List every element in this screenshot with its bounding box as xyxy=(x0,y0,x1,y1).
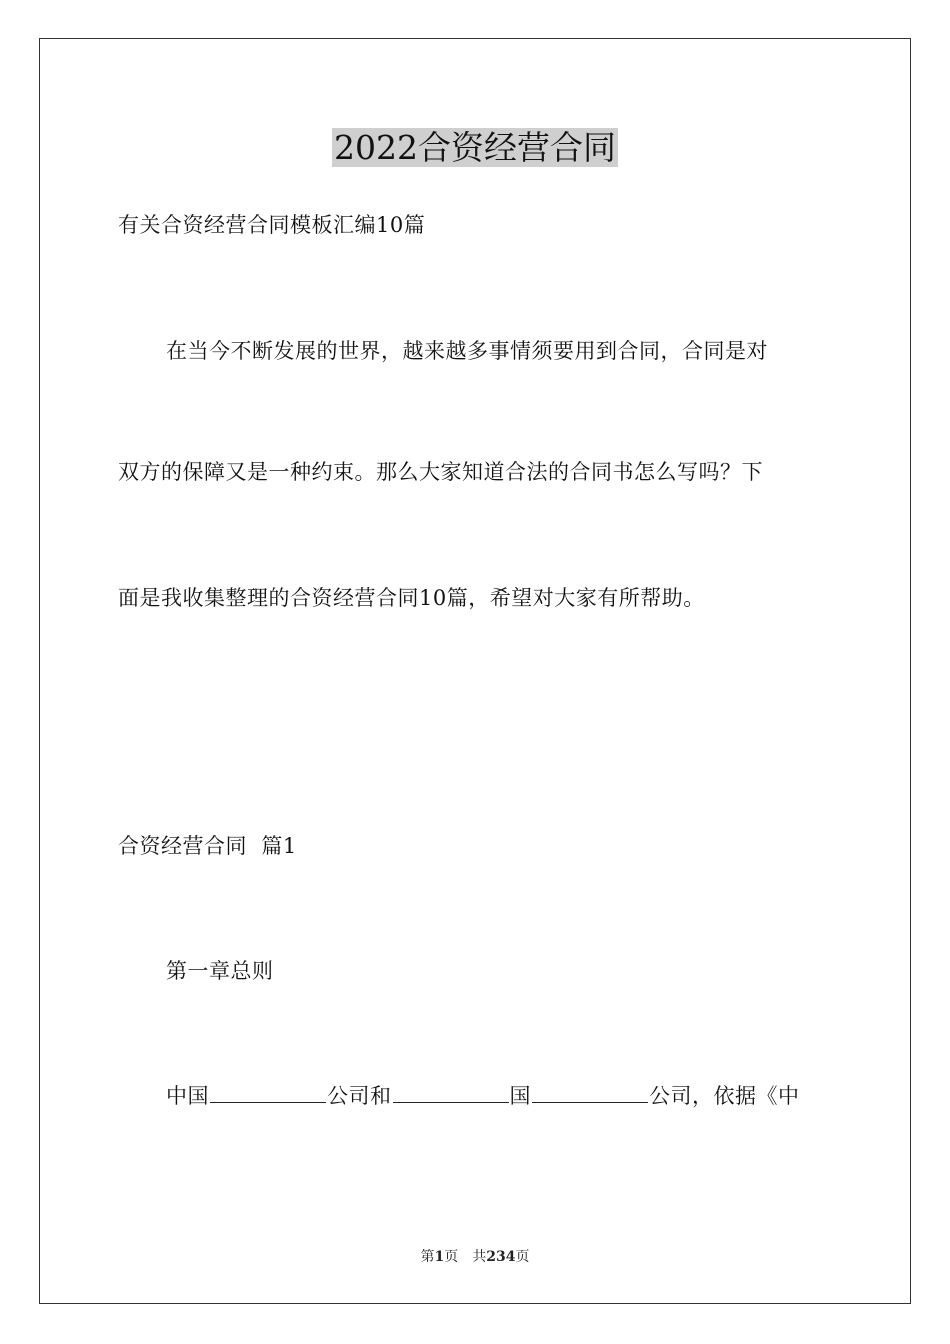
paragraph-line-3: 面是我收集整理的合资经营合同10篇，希望对大家有所帮助。 xyxy=(118,586,705,610)
fill-blank-3 xyxy=(532,1082,648,1103)
clause-text-4: 公司，依据《中 xyxy=(649,1084,800,1108)
chapter-heading: 第一章总则 xyxy=(166,959,274,983)
footer-page-suffix: 页 xyxy=(444,1249,459,1265)
paragraph-line-1: 在当今不断发展的世界，越来越多事情须要用到合同，合同是对 xyxy=(166,339,768,363)
document-title xyxy=(0,126,950,170)
clause-line xyxy=(166,1081,800,1111)
page-footer xyxy=(0,1248,950,1266)
footer-total-pages: 234 xyxy=(486,1249,516,1265)
footer-page-number: 1 xyxy=(434,1249,445,1265)
footer-total-prefix: 共 xyxy=(472,1249,487,1265)
clause-text-2: 公司和 xyxy=(327,1084,392,1108)
section-heading: 合资经营合同 篇1 xyxy=(118,834,297,858)
footer-total-suffix: 页 xyxy=(515,1249,530,1265)
document-title-text: 2022合资经营合同 xyxy=(334,128,616,167)
clause-text-1: 中国 xyxy=(166,1084,209,1108)
clause-text-3: 国 xyxy=(509,1084,531,1108)
fill-blank-2 xyxy=(393,1082,509,1103)
fill-blank-1 xyxy=(210,1082,326,1103)
footer-page-prefix: 第 xyxy=(420,1249,435,1265)
document-subtitle: 有关合资经营合同模板汇编10篇 xyxy=(118,213,426,237)
paragraph-line-2: 双方的保障又是一种约束。那么大家知道合法的合同书怎么写吗？下 xyxy=(118,460,763,484)
